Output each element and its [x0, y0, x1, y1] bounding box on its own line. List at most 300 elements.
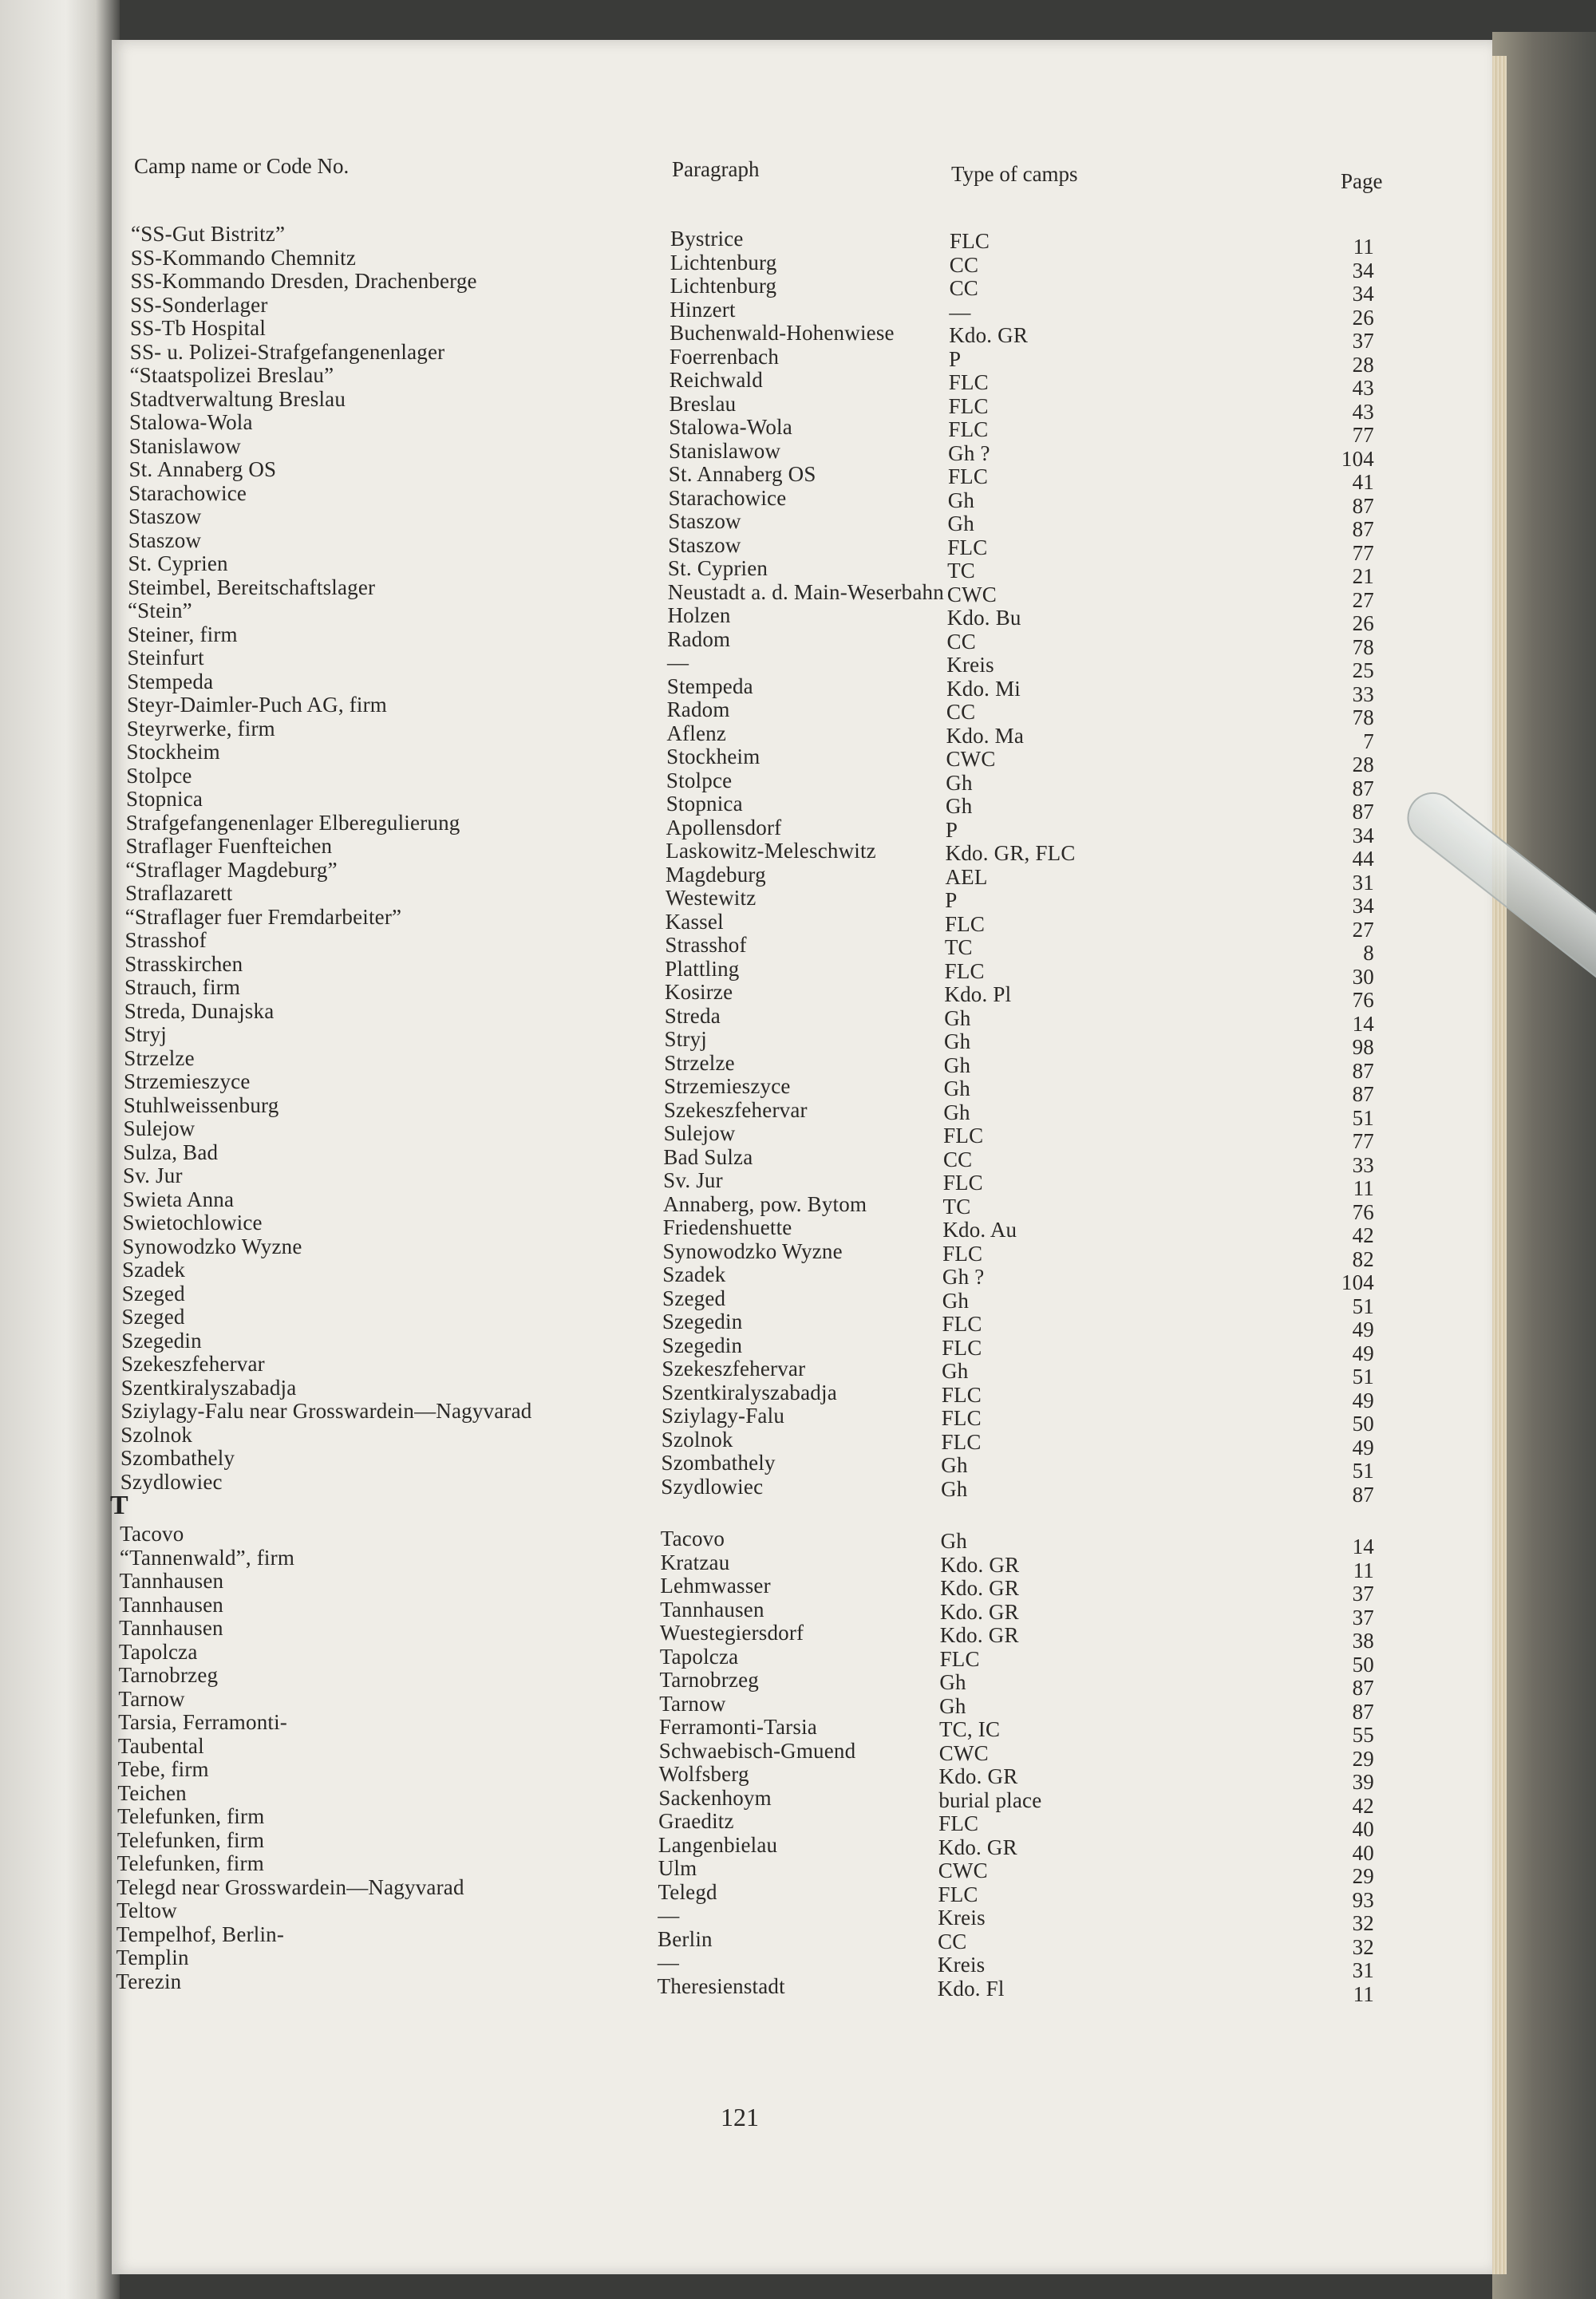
camp-name-cell: Telefunken, firm	[117, 1851, 264, 1875]
type-cell: Kdo. Au	[942, 1218, 1017, 1242]
page-cell: 44	[1352, 847, 1374, 871]
header-paragraph: Paragraph	[672, 157, 760, 181]
page-cell: 78	[1352, 705, 1374, 729]
type-cell: Kdo. GR	[940, 1552, 1020, 1577]
paragraph-cell: Lichtenburg	[670, 274, 777, 298]
page-cell: 76	[1352, 1199, 1374, 1224]
paragraph-cell: Telegd	[658, 1879, 717, 1904]
camp-name-cell: Strasskirchen	[124, 951, 243, 976]
page-cell: 8	[1363, 941, 1374, 965]
page-cell: 37	[1352, 1605, 1374, 1629]
type-cell: FLC	[939, 1646, 980, 1671]
page-cell: 34	[1352, 894, 1374, 918]
paragraph-cell: Foerrenbach	[669, 344, 780, 369]
page-cell: 25	[1352, 658, 1374, 682]
type-cell: Gh	[941, 1476, 968, 1501]
type-cell: CWC	[938, 1740, 989, 1765]
camp-name-cell: Stryj	[124, 1022, 167, 1046]
camp-name-cell: Synowodzko Wyzne	[122, 1234, 302, 1258]
camp-name-cell: Stadtverwaltung Breslau	[129, 386, 346, 411]
page-cell: 77	[1352, 1129, 1374, 1153]
camp-name-cell: Strauch, firm	[124, 975, 241, 999]
type-cell: Gh	[940, 1529, 968, 1553]
paragraph-cell: Reichwald	[669, 368, 763, 392]
type-cell: CC	[949, 252, 979, 277]
paragraph-cell: Strasshof	[665, 933, 747, 957]
paragraph-cell: Stempeda	[666, 674, 753, 698]
paragraph-cell: Hinzert	[670, 297, 736, 322]
paragraph-cell: Synowodzko Wyzne	[662, 1238, 843, 1263]
page-cell: 87	[1352, 1058, 1374, 1083]
type-cell: FLC	[941, 1382, 982, 1407]
type-cell: CC	[946, 629, 976, 654]
page-cell: 49	[1352, 1317, 1374, 1341]
page-cell: 87	[1352, 1699, 1374, 1724]
page-cell: 77	[1352, 423, 1374, 447]
camp-name-cell: Tarsia, Ferramonti-	[118, 1710, 287, 1734]
paragraph-cell: Kratzau	[660, 1550, 730, 1574]
paragraph-cell: Szolnok	[661, 1427, 733, 1452]
type-cell: FLC	[938, 1882, 978, 1906]
paragraph-cell: Sv. Jur	[663, 1168, 723, 1192]
page-cell: 38	[1352, 1629, 1374, 1653]
camp-name-cell: Staszow	[128, 504, 202, 528]
page-cell: 11	[1353, 1176, 1374, 1200]
paragraph-cell: Szombathely	[661, 1451, 776, 1475]
page-cell: 104	[1341, 446, 1374, 471]
type-cell: Kreis	[938, 1906, 986, 1930]
camp-name-cell: Telegd near Grosswardein—Nagyvarad	[117, 1874, 464, 1899]
paragraph-cell: Kosirze	[664, 980, 733, 1004]
paragraph-cell: Tarnow	[659, 1691, 726, 1716]
page-cell: 87	[1352, 776, 1374, 800]
type-cell: AEL	[945, 864, 988, 889]
type-cell: Kdo. GR	[939, 1599, 1019, 1624]
type-cell: Kdo. Bu	[946, 606, 1021, 630]
type-cell: Gh	[943, 1076, 970, 1100]
header-type-of-camps: Type of camps	[951, 162, 1078, 186]
paragraph-cell: Szekeszfehervar	[662, 1357, 806, 1381]
camp-name-cell: Szentkiralyszabadja	[120, 1375, 297, 1400]
paragraph-cell: Tarnobrzeg	[659, 1668, 760, 1692]
type-cell: P	[945, 817, 958, 842]
page-cell: 42	[1352, 1793, 1374, 1818]
type-cell: Gh	[939, 1670, 966, 1694]
type-cell: Gh	[946, 770, 973, 795]
camp-name-cell: Stolpce	[126, 763, 192, 788]
page-cell: 87	[1352, 493, 1374, 518]
type-cell: FLC	[950, 229, 990, 253]
type-cell: CWC	[946, 747, 996, 771]
paragraph-cell: St. Cyprien	[667, 556, 768, 580]
type-cell: FLC	[943, 1124, 984, 1148]
camp-name-cell: “Staatspolizei Breslau”	[129, 363, 334, 387]
page-cell: 41	[1352, 470, 1374, 494]
type-cell: Kdo. Ma	[946, 723, 1025, 748]
paragraph-cell: Streda	[664, 1003, 721, 1028]
type-cell: Gh	[941, 1453, 968, 1477]
paragraph-cell: Westewitz	[665, 886, 757, 910]
camp-name-cell: Straflager Fuenfteichen	[125, 834, 333, 858]
page-cell: 26	[1352, 305, 1374, 330]
camp-name-cell: Tempelhof, Berlin-	[116, 1922, 285, 1946]
camp-name-cell: “SS-Gut Bistritz”	[131, 222, 286, 246]
type-cell: TC, IC	[938, 1717, 1001, 1741]
paragraph-cell: —	[657, 1950, 680, 1974]
camp-name-cell: Sulejow	[123, 1116, 196, 1140]
page-cell: 32	[1352, 1934, 1374, 1959]
type-cell: FLC	[948, 393, 989, 418]
paragraph-cell: Graeditz	[658, 1809, 734, 1833]
paragraph-cell: Annaberg, pow. Bytom	[662, 1191, 867, 1216]
type-cell: Kdo. GR, FLC	[945, 841, 1076, 865]
type-cell: Kdo. GR	[949, 323, 1029, 347]
page-cell: 28	[1352, 753, 1374, 776]
paragraph-cell: Tapolcza	[659, 1644, 739, 1669]
camp-name-cell: Templin	[116, 1945, 189, 1969]
camp-name-cell: Szombathely	[120, 1446, 235, 1470]
type-cell: CC	[938, 1929, 967, 1953]
paragraph-cell: Holzen	[667, 603, 731, 627]
page-cell: 27	[1352, 587, 1374, 612]
type-cell: Kdo. GR	[940, 1576, 1020, 1600]
paragraph-cell: Langenbielau	[658, 1832, 778, 1857]
paragraph-cell: Strzemieszyce	[664, 1074, 791, 1098]
page-cell: 51	[1352, 1294, 1374, 1318]
paragraph-cell: Berlin	[658, 1926, 713, 1951]
paragraph-cell: Radom	[667, 626, 731, 651]
page-cell: 87	[1352, 1082, 1374, 1106]
paragraph-cell: Magdeburg	[666, 862, 766, 887]
page-cell: 40	[1352, 1817, 1374, 1841]
type-cell: TC	[942, 1194, 971, 1219]
type-cell: TC	[947, 559, 976, 583]
type-cell: burial place	[938, 1787, 1042, 1812]
type-cell: Kdo. Pl	[944, 982, 1012, 1006]
camp-name-cell: Steyrwerke, firm	[126, 716, 275, 741]
page-cell: 55	[1352, 1723, 1374, 1747]
camp-name-cell: Tarnow	[118, 1686, 185, 1711]
page-cell: 37	[1352, 1582, 1374, 1606]
paragraph-cell: Buchenwald-Hohenwiese	[670, 321, 895, 345]
paragraph-cell: Stanislawow	[669, 438, 781, 463]
page-cell: 87	[1352, 517, 1374, 541]
type-cell: CC	[946, 700, 976, 724]
paragraph-cell: Sulejow	[663, 1121, 736, 1145]
camp-name-cell: Stuhlweissenburg	[123, 1092, 279, 1117]
page-cell: 33	[1352, 681, 1374, 706]
type-cell: FLC	[941, 1406, 982, 1430]
page-cell: 87	[1352, 1676, 1374, 1700]
type-cell: Kdo. Fl	[937, 1976, 1005, 2001]
type-cell: FLC	[942, 1171, 983, 1195]
type-cell: Gh	[943, 1100, 970, 1124]
camp-name-cell: Teltow	[117, 1898, 177, 1922]
camp-name-cell: SS-Kommando Dresden, Drachenberge	[130, 269, 477, 293]
book-binding-left	[0, 0, 120, 2299]
paragraph-cell: Kassel	[665, 909, 724, 934]
paragraph-cell: Strzelze	[664, 1050, 735, 1075]
type-cell: Kdo. GR	[939, 1623, 1019, 1647]
camp-name-cell: Steyr-Daimler-Puch AG, firm	[127, 693, 387, 717]
paragraph-cell: Plattling	[665, 956, 740, 981]
paragraph-cell: Schwaebisch-Gmuend	[658, 1738, 856, 1763]
page-cell: 21	[1352, 564, 1374, 588]
page-cell: 104	[1341, 1270, 1374, 1294]
type-cell: Kdo. Mi	[946, 676, 1021, 701]
type-cell: P	[945, 888, 958, 912]
page-cell: 32	[1352, 1911, 1374, 1935]
paragraph-cell: Ulm	[658, 1856, 697, 1880]
camp-name-cell: “Straflager fuer Fremdarbeiter”	[124, 904, 402, 929]
camp-name-cell: Teichen	[117, 1780, 187, 1805]
paragraph-cell: Theresienstadt	[657, 1973, 785, 1998]
camp-name-cell: St. Annaberg OS	[128, 457, 277, 481]
page-cell: 40	[1352, 1840, 1374, 1865]
type-cell: TC	[944, 935, 973, 959]
camp-name-cell: Tebe, firm	[117, 1757, 209, 1781]
type-cell: Gh ?	[948, 440, 990, 465]
page-cell: 50	[1352, 1652, 1374, 1677]
camp-name-cell: Staszow	[128, 527, 202, 552]
type-cell: Gh ?	[942, 1265, 985, 1289]
paragraph-cell: Wuestegiersdorf	[659, 1621, 804, 1645]
camp-name-cell: “Straflager Magdeburg”	[125, 857, 338, 882]
type-cell: FLC	[938, 1811, 979, 1835]
camp-name-cell: Szadek	[121, 1258, 186, 1282]
paragraph-cell: Aflenz	[666, 721, 727, 745]
header-camp-name: Camp name or Code No.	[134, 154, 350, 178]
page-cell: 51	[1352, 1459, 1374, 1483]
page-cell: 43	[1352, 399, 1374, 424]
page-cell: 98	[1352, 1035, 1374, 1059]
type-cell: —	[949, 299, 971, 324]
paragraph-cell: Breslau	[669, 391, 737, 416]
page-cell: 87	[1352, 1482, 1374, 1507]
type-cell: FLC	[942, 1335, 982, 1360]
page-cell: 11	[1353, 1981, 1374, 2006]
camp-name-cell: Strafgefangenenlager Elberegulierung	[125, 810, 460, 835]
type-cell: FLC	[944, 958, 985, 983]
camp-name-cell: Tacovo	[120, 1522, 184, 1546]
page-cell: 82	[1352, 1246, 1374, 1271]
type-cell: Kdo. GR	[938, 1764, 1018, 1788]
paragraph-cell: Sziylagy-Falu	[661, 1404, 785, 1428]
paragraph-cell: —	[658, 1903, 680, 1927]
page-cell: 76	[1352, 988, 1374, 1012]
camp-name-cell: Starachowice	[128, 480, 247, 505]
camp-name-cell: Tannhausen	[119, 1592, 223, 1617]
camp-name-cell: Straflazarett	[124, 881, 233, 905]
page-cell: 31	[1352, 870, 1374, 895]
paragraph-cell: Szekeszfehervar	[663, 1097, 808, 1122]
type-cell: Kreis	[937, 1953, 986, 1977]
page-cell: 29	[1352, 1746, 1374, 1771]
page-cell: 14	[1352, 1535, 1374, 1558]
paragraph-cell: Stolpce	[666, 768, 733, 792]
page-cell: 30	[1352, 964, 1374, 989]
camp-name-cell: Tannhausen	[119, 1616, 223, 1640]
type-cell: Gh	[942, 1288, 970, 1313]
page-cell: 39	[1352, 1770, 1374, 1794]
type-cell: FLC	[942, 1312, 982, 1336]
paragraph-cell: Ferramonti-Tarsia	[659, 1715, 817, 1739]
paragraph-cell: Neustadt a. d. Main-Weserbahn	[667, 579, 944, 604]
paragraph-cell: Stryj	[664, 1027, 707, 1051]
type-cell: Gh	[939, 1693, 966, 1718]
paragraph-cell: Szydlowiec	[661, 1474, 764, 1499]
type-cell: Gh	[947, 488, 975, 512]
camp-name-cell: Strasshof	[124, 928, 207, 952]
type-cell: Gh	[944, 1005, 971, 1030]
camp-name-cell: Szegedin	[121, 1328, 202, 1353]
type-cell: FLC	[947, 535, 988, 559]
camp-name-cell: Stempeda	[127, 669, 214, 693]
page-cell: 14	[1352, 1011, 1374, 1036]
camp-name-cell: Sv. Jur	[122, 1163, 183, 1187]
page-cell: 37	[1352, 329, 1374, 353]
camp-name-cell: Tapolcza	[118, 1639, 198, 1664]
page-cell: 49	[1352, 1341, 1374, 1365]
camp-name-cell: Swietochlowice	[122, 1211, 263, 1234]
page-cell: 31	[1352, 1958, 1374, 1982]
page-cell: 50	[1352, 1412, 1374, 1436]
camp-name-cell: Telefunken, firm	[117, 1804, 265, 1828]
page-cell: 78	[1352, 634, 1374, 659]
type-cell: P	[948, 346, 962, 371]
camp-name-cell: Szydlowiec	[120, 1469, 223, 1494]
page-cell: 43	[1352, 376, 1374, 400]
camp-name-cell: Steinfurt	[127, 646, 204, 670]
camp-name-cell: Szeged	[121, 1305, 185, 1329]
page-number: 121	[721, 2103, 759, 2131]
type-cell: Kdo. GR	[938, 1835, 1017, 1859]
paragraph-cell: —	[667, 650, 689, 674]
camp-name-cell: Stockheim	[126, 740, 220, 764]
camp-name-cell: Terezin	[116, 1969, 182, 1993]
camp-name-cell: Steimbel, Bereitschaftslager	[128, 575, 376, 599]
camp-name-cell: Stopnica	[125, 787, 203, 811]
page-cell: 27	[1352, 917, 1374, 942]
camp-name-cell: SS-Sonderlager	[130, 292, 268, 317]
paragraph-cell: Szegedin	[662, 1333, 743, 1357]
type-cell: Gh	[942, 1359, 969, 1383]
camp-name-cell: Szeged	[121, 1281, 185, 1306]
paragraph-cell: Starachowice	[668, 485, 787, 510]
camp-name-cell: Szekeszfehervar	[120, 1352, 265, 1376]
paragraph-cell: St. Annaberg OS	[668, 462, 816, 486]
page-cell: 49	[1352, 1435, 1374, 1460]
paragraph-cell: Szeged	[662, 1286, 726, 1310]
page-cell: 34	[1352, 258, 1374, 282]
page-cell: 87	[1352, 800, 1374, 824]
page-cell: 11	[1353, 235, 1374, 259]
paragraph-cell: Staszow	[668, 509, 741, 533]
paragraph-cell: Tannhausen	[660, 1597, 764, 1622]
type-cell: FLC	[948, 370, 989, 394]
paragraph-cell: Lehmwasser	[660, 1574, 771, 1598]
type-cell: CC	[942, 1147, 973, 1171]
page-cell: 33	[1352, 1152, 1374, 1177]
paragraph-cell: Laskowitz-Meleschwitz	[666, 839, 876, 863]
page-cell: 28	[1352, 352, 1374, 377]
camp-name-cell: Streda, Dunajska	[124, 998, 275, 1023]
type-cell: FLC	[947, 464, 989, 488]
camp-name-cell: Taubental	[117, 1733, 204, 1758]
camp-name-cell: Stanislawow	[128, 433, 241, 458]
type-cell: Gh	[946, 794, 973, 818]
page-cell: 51	[1352, 1365, 1374, 1388]
camp-name-cell: SS-Kommando Chemnitz	[130, 245, 357, 270]
paragraph-cell: Apollensdorf	[666, 815, 782, 839]
paragraph-cell: Szegedin	[662, 1309, 743, 1333]
camp-name-cell: Sulza, Bad	[123, 1140, 219, 1164]
paragraph-cell: Lichtenburg	[670, 250, 777, 275]
paragraph-cell: Tacovo	[660, 1527, 725, 1550]
page-cell: 34	[1352, 282, 1374, 306]
type-cell: CWC	[946, 582, 998, 606]
camp-name-cell: Stalowa-Wola	[129, 410, 253, 434]
type-cell: FLC	[945, 911, 986, 936]
type-cell: Gh	[943, 1029, 971, 1053]
camp-name-cell: “Stein”	[128, 598, 192, 622]
paragraph-cell: Szentkiralyszabadja	[662, 1380, 837, 1404]
paragraph-cell: Stopnica	[666, 792, 743, 816]
camp-name-cell: Tannhausen	[119, 1569, 224, 1593]
page-cell: 51	[1352, 1105, 1374, 1130]
paragraph-cell: Stockheim	[666, 745, 760, 768]
type-cell: CWC	[938, 1859, 988, 1882]
camp-name-cell: Telefunken, firm	[117, 1827, 265, 1852]
paragraph-cell: Bad Sulza	[663, 1144, 753, 1169]
camp-name-cell: Swieta Anna	[122, 1187, 235, 1211]
type-cell: Gh	[943, 1053, 971, 1077]
paragraph-cell: Staszow	[668, 532, 741, 557]
paragraph-cell: Wolfsberg	[658, 1762, 749, 1786]
camp-name-cell: SS- u. Polizei-Strafgefangenenlager	[129, 339, 445, 364]
paragraph-cell: Szadek	[662, 1262, 726, 1286]
paragraph-cell: Sackenhoym	[658, 1785, 772, 1810]
type-cell: Gh	[947, 512, 974, 535]
type-cell: FLC	[942, 1241, 983, 1266]
book-cover-right	[1492, 32, 1596, 2299]
camp-name-cell: St. Cyprien	[128, 551, 228, 575]
paragraph-cell: Friedenshuette	[662, 1215, 792, 1239]
camp-name-cell: SS-Tb Hospital	[130, 316, 267, 340]
page-cell: 49	[1352, 1388, 1374, 1412]
page-cell: 77	[1352, 540, 1374, 565]
camp-name-cell: Tarnobrzeg	[118, 1663, 219, 1687]
type-cell: Kreis	[946, 653, 994, 677]
page-cell: 29	[1352, 1864, 1374, 1888]
paragraph-cell: Bystrice	[670, 227, 744, 251]
page-cell: 11	[1353, 1558, 1374, 1582]
camp-name-cell: Strzemieszyce	[123, 1069, 251, 1093]
camp-name-cell: Steiner, firm	[127, 622, 238, 646]
camp-name-cell: Szolnok	[120, 1422, 193, 1447]
paragraph-cell: Radom	[666, 697, 730, 721]
type-cell: CC	[949, 276, 979, 300]
header-page: Page	[1341, 169, 1383, 193]
camp-name-cell: Strzelze	[124, 1045, 195, 1070]
page-cell: 42	[1352, 1223, 1374, 1247]
type-cell: FLC	[948, 417, 989, 441]
page-cell: 26	[1352, 611, 1374, 635]
section-letter: T	[110, 1491, 128, 1520]
camp-name-cell: “Tannenwald”, firm	[119, 1545, 295, 1570]
camp-name-cell: Sziylagy-Falu near Grosswardein—Nagyvarad	[120, 1399, 532, 1423]
type-cell: FLC	[941, 1429, 982, 1454]
